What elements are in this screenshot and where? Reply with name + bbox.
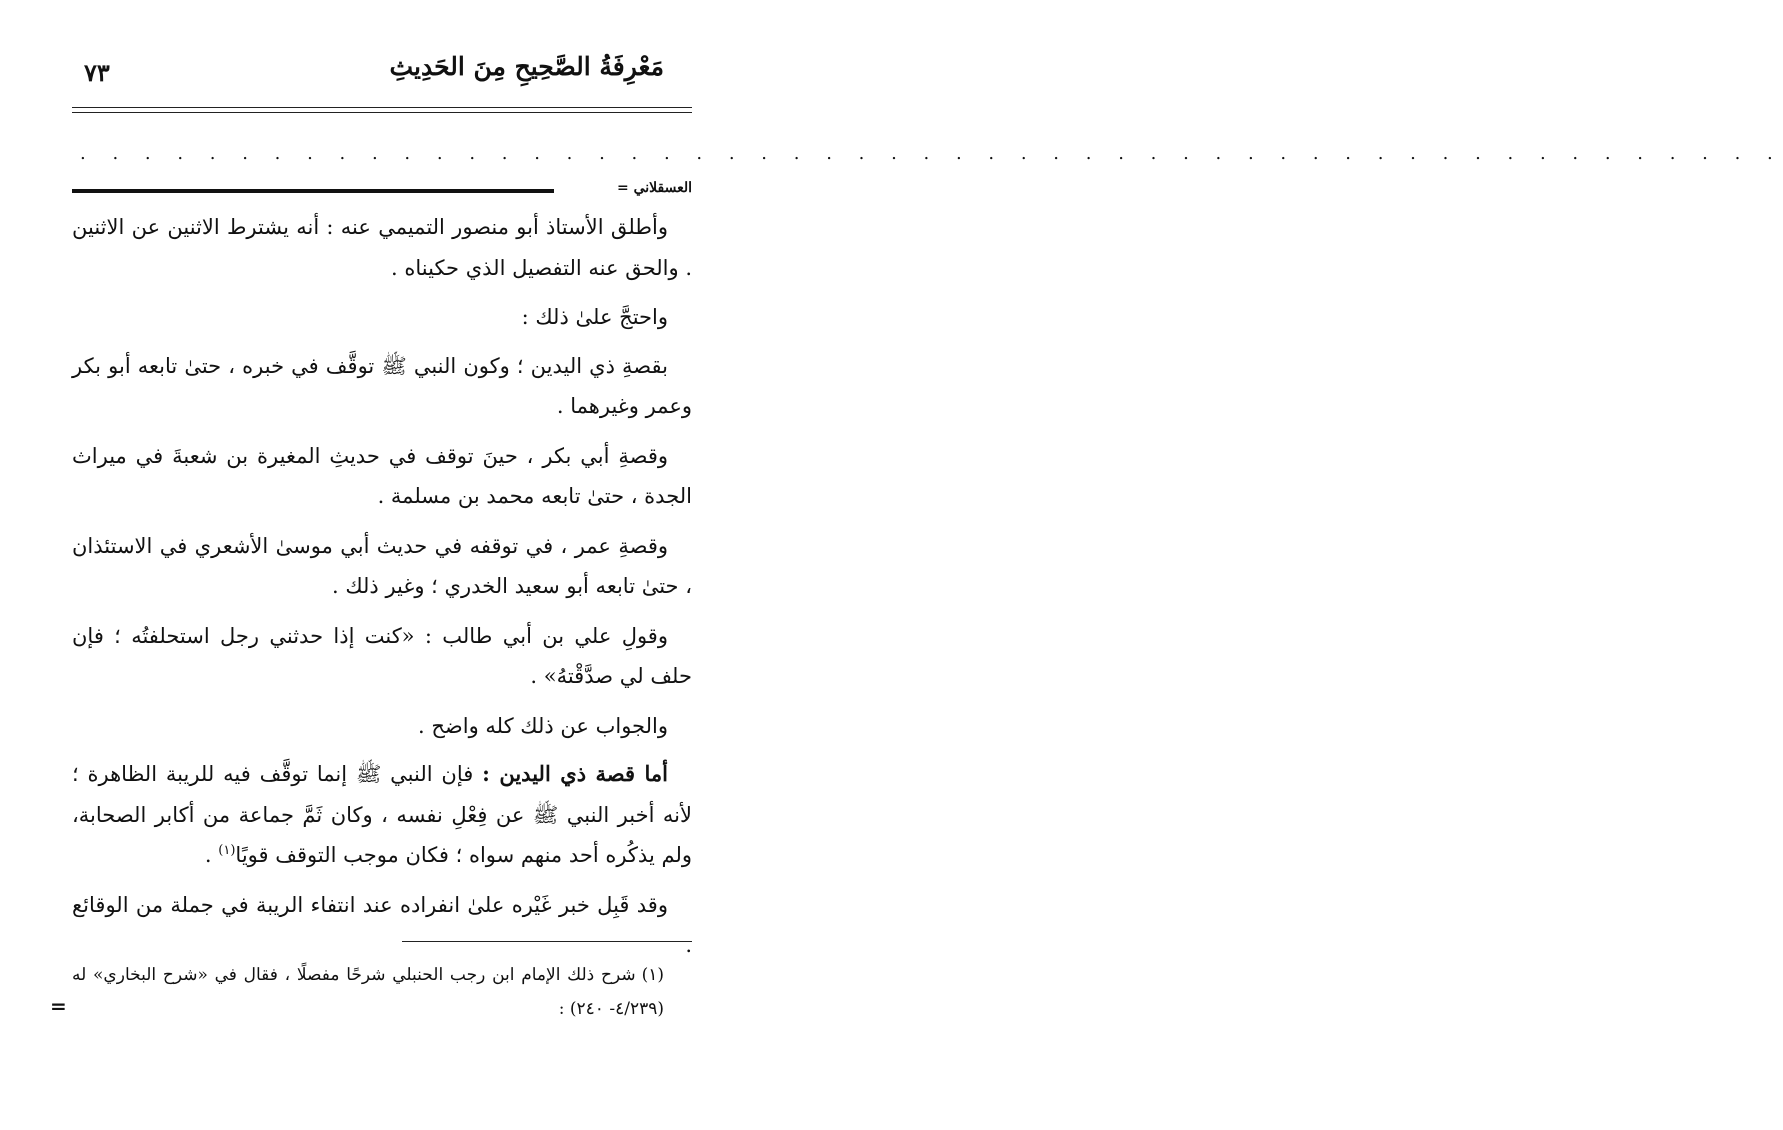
- author-label: العسقلاني =: [616, 180, 692, 196]
- paragraph-8: [72, 754, 692, 876]
- paragraph-4: وقصةِ أبي بكر ، حينَ توقف في حديثِ المغيرة بن شعبةَ في ميراث الجدة ، حتىٰ تابعه محمد بن مسلمة .: [72, 443, 692, 508]
- paragraph-9: وقد قَبِل خبر غَيْره علىٰ انفراده عند انتفاء الريبة في جملة من الوقائع .: [72, 892, 692, 957]
- footnote-reference[interactable]: (١): [218, 843, 236, 858]
- paragraph-8-lead: أما قصة ذي اليدين :: [482, 761, 668, 786]
- running-header-title: مَعْرِفَةُ الصَّحِيحِ مِنَ الحَدِيثِ: [389, 52, 664, 81]
- page-number: ٧٣: [84, 58, 110, 87]
- main-text: [72, 207, 692, 975]
- paragraph-1: وأطلق الأستاذ أبو منصور التميمي عنه : أنه يشترط الاثنين عن الاثنين . والحق عنه التفصيل الذي حكيناه .: [72, 215, 692, 280]
- paragraph-6: وقولِ علي بن أبي طالب : «كنت إذا حدثني رجل استحلفتُه ؛ فإن حلف لي صدَّقْتهُ» .: [72, 623, 692, 688]
- section-author-row: [72, 180, 692, 204]
- paragraph-2: واحتجَّ علىٰ ذلك :: [521, 305, 668, 329]
- continuation-mark: =: [50, 994, 67, 1018]
- footnote-text: شرح ذلك الإمام ابن رجب الحنبلي شرحًا مفصلًا ، فقال في «شرح البخاري» له (٤/٢٣٩- ٢٤٠) :: [72, 965, 664, 1019]
- paragraph-8-body: فإن النبي ﷺ إنما توقَّف فيه للريبة الظاهرة ؛ لأنه أخبر النبي ﷺ عن فِعْلِ نفسه ، وكان ثَمَّ جماعة من أكابر الصحابة، ولم يذكُره أحد منهم سواه ؛ فكان موجب التوقف قويًا: [72, 762, 692, 867]
- footnote-number: (١): [641, 965, 664, 985]
- footnote-rule: [402, 941, 692, 942]
- paragraph-7: والجواب عن ذلك كله واضح .: [418, 713, 668, 738]
- header-rule: [72, 107, 692, 108]
- dotted-separator: . . . . . . . . . . . . . . . . . . . . . . . . . . . . . . . . . . . . . . . . . . . . . . . . . . . . .: [80, 143, 1783, 164]
- header-rule-secondary: [72, 112, 692, 113]
- author-rule: [72, 189, 554, 193]
- footnote: [72, 958, 664, 1026]
- paragraph-5: وقصةِ عمر ، في توقفه في حديث أبي موسىٰ الأشعري في الاستئذان ، حتىٰ تابعه أبو سعيد الخدري ؛ وغير ذلك .: [72, 533, 692, 598]
- paragraph-8-end: .: [204, 843, 219, 867]
- paragraph-3: بقصةِ ذي اليدين ؛ وكون النبي ﷺ توقَّف في خبره ، حتىٰ تابعه أبو بكر وعمر وغيرهما .: [72, 353, 692, 418]
